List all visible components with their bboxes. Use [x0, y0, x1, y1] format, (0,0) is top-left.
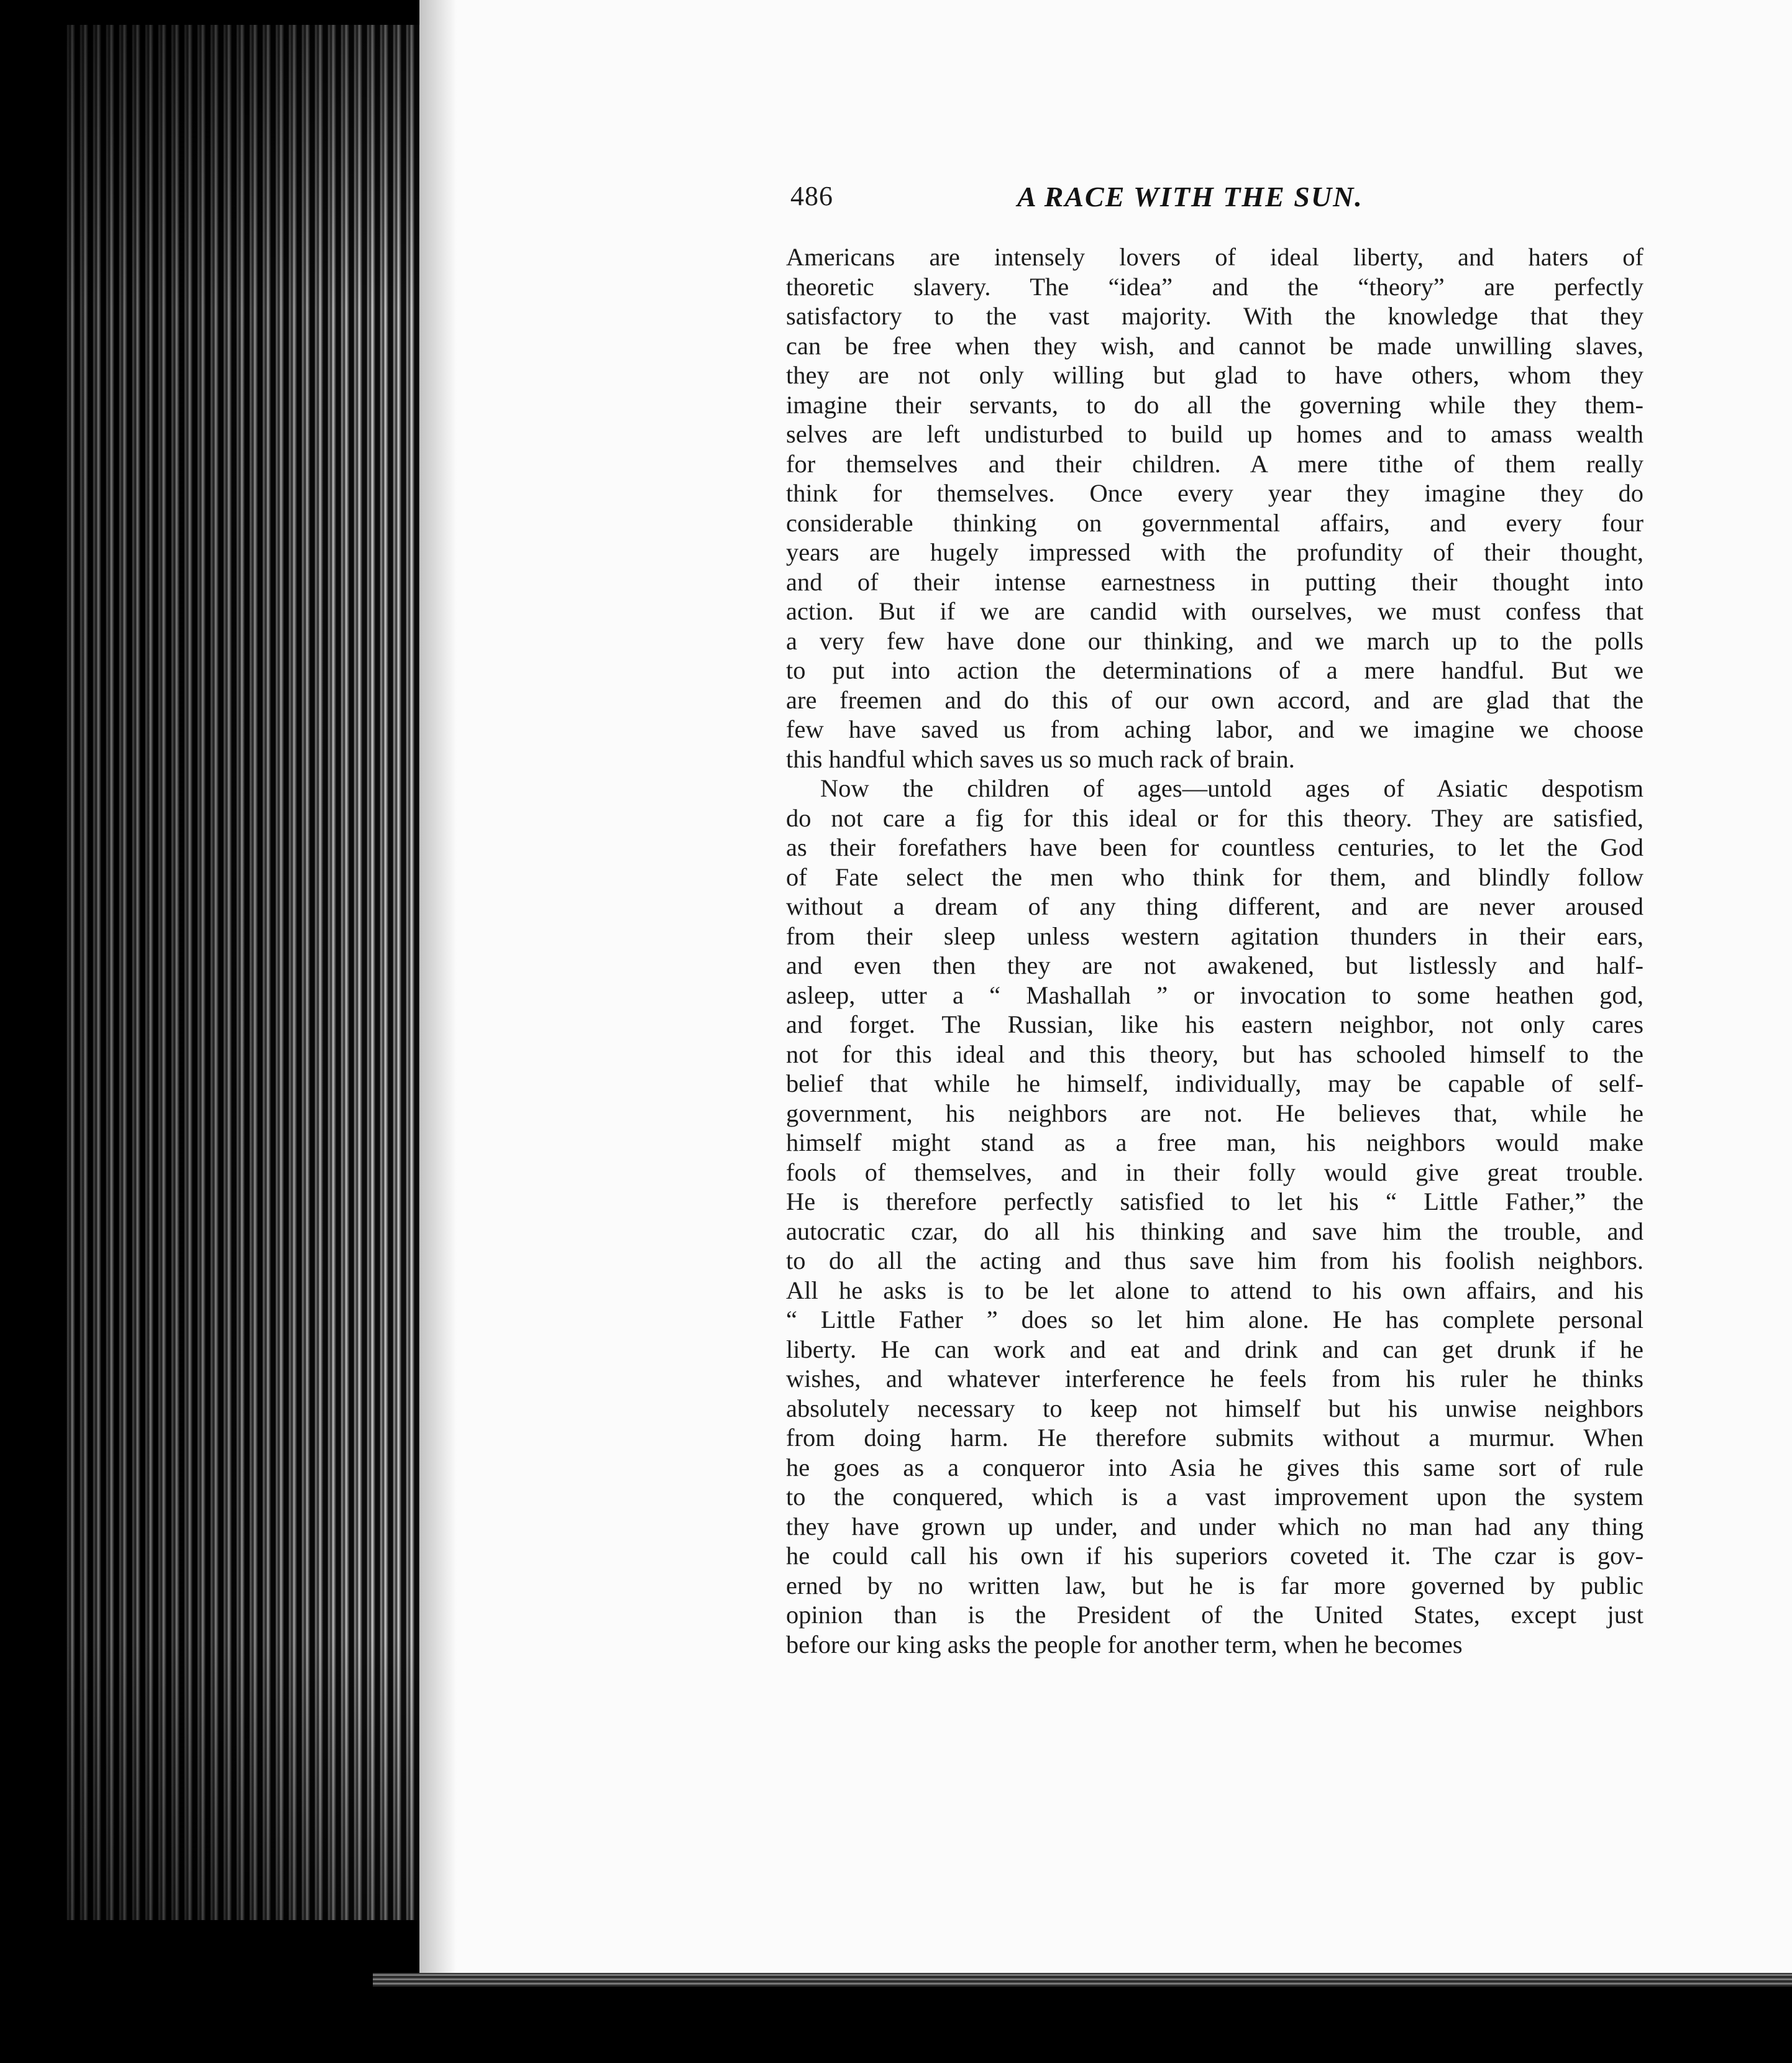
text-line: autocratic czar, do all his thinking and save him the trouble, and	[786, 1217, 1643, 1245]
text-line: liberty. He can work and eat and drink and can get drunk if he	[786, 1335, 1643, 1363]
text-line: without a dream of any thing different, and are never aroused	[786, 892, 1643, 920]
text-line: belief that while he himself, individually, may be capable of self-	[786, 1069, 1643, 1097]
text-line: years are hugely impressed with the profundity of their thought,	[786, 538, 1643, 566]
text-line: erned by no written law, but he is far more governed by public	[786, 1571, 1643, 1599]
book-edge-shadow	[62, 25, 423, 1920]
running-header	[790, 180, 1647, 217]
text-line: fools of themselves, and in their folly would give great trouble.	[786, 1158, 1643, 1186]
text-line: he goes as a conqueror into Asia he gives this same sort of rule	[786, 1453, 1643, 1481]
text-line: theoretic slavery. The “idea” and the “theory” are perfectly	[786, 272, 1643, 301]
page-number: 486	[790, 181, 833, 211]
text-line: Now the children of ages—untold ages of Asiatic despotism	[820, 774, 1643, 802]
body-text	[786, 242, 1643, 1659]
text-line: they are not only willing but glad to have others, whom they	[786, 361, 1643, 389]
page-bottom-edge	[373, 1973, 1792, 1987]
text-line: selves are left undisturbed to build up homes and to amass wealth	[786, 420, 1643, 448]
paragraph-1	[786, 242, 1643, 774]
text-line: of Fate select the men who think for them, and blindly follow	[786, 862, 1643, 891]
text-line: not for this ideal and this theory, but has schooled himself to the	[786, 1040, 1643, 1068]
text-line: as their forefathers have been for countless centuries, to let the God	[786, 833, 1643, 861]
text-line: for themselves and their children. A mere tithe of them really	[786, 449, 1643, 478]
text-line: action. But if we are candid with ourselves, we must confess that	[786, 597, 1643, 625]
text-line: to do all the acting and thus save him from his foolish neighbors.	[786, 1246, 1643, 1274]
text-line: and of their intense earnestness in putting their thought into	[786, 567, 1643, 596]
text-line: and even then they are not awakened, but listlessly and half-	[786, 951, 1643, 979]
text-line: think for themselves. Once every year they imagine they do	[786, 479, 1643, 507]
text-line: can be free when they wish, and cannot be made unwilling slaves,	[786, 331, 1643, 360]
text-line: few have saved us from aching labor, and we imagine we choose	[786, 715, 1643, 743]
text-line: from doing harm. He therefore submits without a murmur. When	[786, 1424, 1643, 1452]
text-line: from their sleep unless western agitation thunders in their ears,	[786, 922, 1643, 950]
text-line: satisfactory to the vast majority. With the knowledge that they	[786, 302, 1643, 330]
text-line: He is therefore perfectly satisfied to let his “ Little Father,” the	[786, 1187, 1643, 1215]
text-line: government, his neighbors are not. He believes that, while he	[786, 1099, 1643, 1127]
text-line: asleep, utter a “ Mashallah ” or invocation to some heathen god,	[786, 981, 1643, 1009]
text-line: they have grown up under, and under which no man had any thing	[786, 1512, 1643, 1540]
running-title: A RACE WITH THE SUN.	[1017, 181, 1363, 213]
gutter-shadow	[419, 0, 457, 1973]
text-line: do not care a fig for this ideal or for this theory. They are satisfied,	[786, 803, 1643, 832]
text-line: imagine their servants, to do all the governing while they them-	[786, 390, 1643, 419]
text-line: All he asks is to be let alone to attend to his own affairs, and his	[786, 1276, 1643, 1304]
text-line: are freemen and do this of our own accord, and are glad that the	[786, 685, 1643, 714]
text-line: this handful which saves us so much rack of brain.	[786, 744, 1295, 773]
text-line: absolutely necessary to keep not himself but his unwise neighbors	[786, 1394, 1643, 1422]
text-line: “ Little Father ” does so let him alone. He has complete personal	[786, 1306, 1643, 1333]
text-line: he could call his own if his superiors coveted it. The czar is gov-	[786, 1542, 1643, 1570]
text-line: Americans are intensely lovers of ideal liberty, and haters of	[786, 243, 1643, 271]
text-line: and forget. The Russian, like his eastern neighbor, not only cares	[786, 1010, 1643, 1038]
text-line: considerable thinking on governmental affairs, and every four	[786, 508, 1643, 537]
paragraph-2	[786, 774, 1643, 1659]
text-line: before our king asks the people for another term, when he becomes	[786, 1630, 1463, 1658]
text-line: wishes, and whatever interference he feels from his ruler he thinks	[786, 1365, 1643, 1393]
text-line: a very few have done our thinking, and we march up to the polls	[786, 626, 1643, 655]
text-line: to put into action the determinations of a mere handful. But we	[786, 656, 1643, 684]
text-line: to the conquered, which is a vast improvement upon the system	[786, 1483, 1643, 1511]
text-line: opinion than is the President of the United States, except just	[786, 1601, 1643, 1629]
text-line: himself might stand as a free man, his neighbors would make	[786, 1128, 1643, 1156]
